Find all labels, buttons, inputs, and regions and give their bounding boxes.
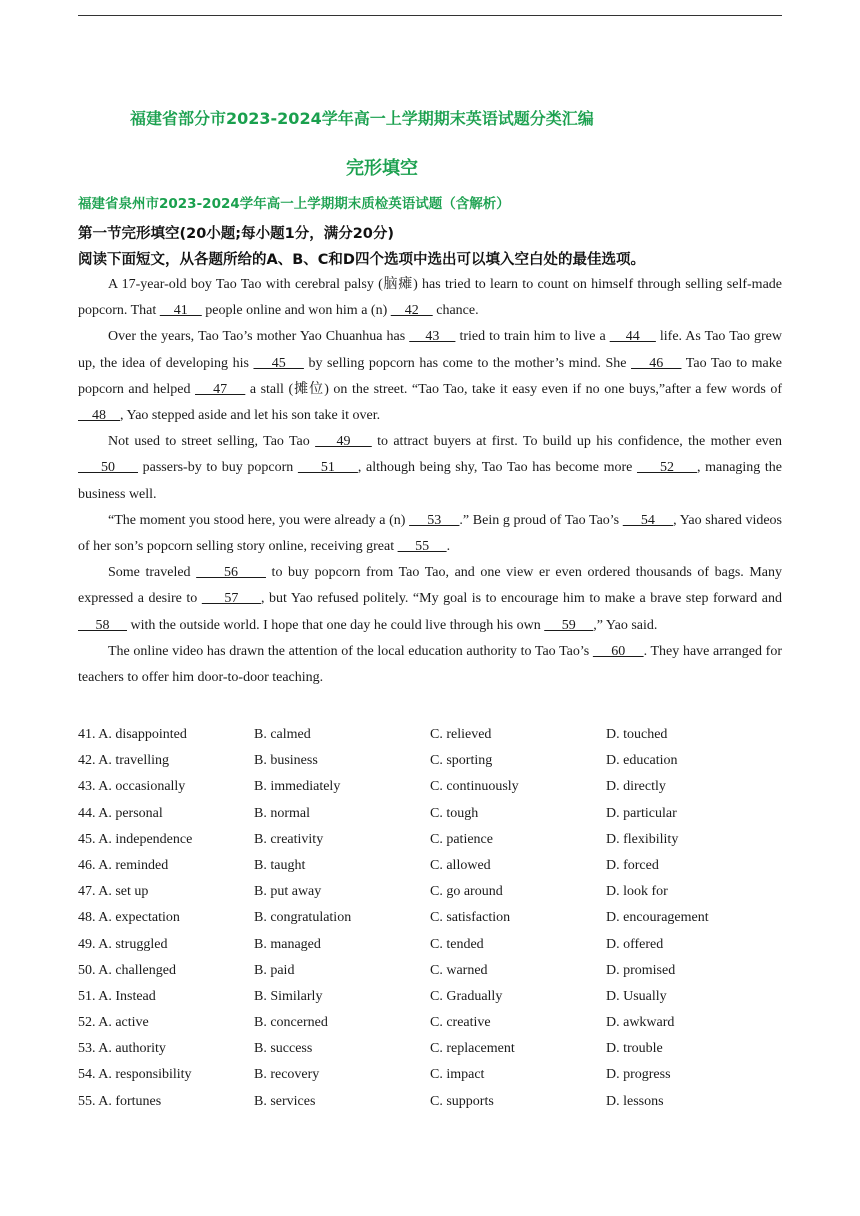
- option-choice: D. promised: [606, 962, 676, 978]
- blank-number: 48: [78, 408, 120, 424]
- option-row: [78, 801, 782, 827]
- option-choice: C. relieved: [430, 727, 492, 742]
- blank-number: 54: [622, 512, 674, 528]
- blank-number: 41: [159, 303, 202, 319]
- option-choice: D. progress: [606, 1067, 671, 1083]
- option-choice: 50. A. challenged: [78, 962, 176, 978]
- passage-text: . They have arranged for teachers to offer him door-to-door teaching.: [78, 643, 783, 686]
- option-choice: B. paid: [254, 962, 295, 978]
- option-choice: 42. A. travelling: [78, 753, 169, 769]
- option-row: [78, 984, 782, 1010]
- option-choice: D. encouragement: [606, 910, 709, 926]
- blank-number: 58: [78, 617, 127, 633]
- option-choice: 55. A. fortunes: [78, 1093, 162, 1109]
- passage-text: people online and won him a (n): [201, 303, 391, 319]
- option-choice: B. taught: [254, 857, 306, 873]
- option-choice: C. tough: [430, 805, 479, 821]
- option-choice: C. supports: [430, 1093, 494, 1109]
- blank-number: 57: [201, 591, 261, 607]
- source-line: 福建省泉州市2023-2024学年高一上学期期末质检英语试题（含解析）: [78, 196, 510, 212]
- blank-number: 51: [297, 460, 358, 476]
- option-row: [78, 932, 782, 958]
- option-row: [78, 905, 782, 931]
- blank-number: 44: [609, 329, 656, 345]
- passage-text: Not used to street selling, Tao Tao: [108, 434, 316, 450]
- passage-paragraph: [78, 639, 782, 691]
- blank-number: 47: [195, 381, 246, 397]
- option-choice: B. business: [254, 753, 318, 769]
- section-heading: 第一节完形填空(20小题;每小题1分，满分20分): [78, 226, 394, 242]
- option-choice: 49. A. struggled: [78, 936, 168, 952]
- passage-text: , managing the business well.: [78, 460, 783, 502]
- option-choice: 47. A. set up: [78, 884, 149, 900]
- blank-number: 49: [315, 434, 372, 450]
- option-choice: B. managed: [254, 936, 321, 952]
- option-choice: D. lessons: [606, 1093, 664, 1109]
- passage-text: ,” Yao said.: [593, 617, 658, 633]
- blank-number: 42: [390, 303, 433, 319]
- option-choice: C. satisfaction: [430, 910, 511, 926]
- option-choice: C. go around: [430, 884, 503, 900]
- option-choice: 43. A. occasionally: [78, 779, 186, 795]
- option-choice: C. replacement: [430, 1041, 515, 1057]
- blank-number: 50: [78, 460, 139, 476]
- option-row: [78, 722, 782, 748]
- passage-text: Some traveled: [108, 565, 197, 581]
- option-choice: 41. A. disappointed: [78, 727, 187, 742]
- passage-text: to attract buyers at first. To build up his confidence, the mother even: [371, 434, 782, 450]
- passage-text: , Yao stepped aside and let his son take it over.: [120, 408, 381, 424]
- option-row: [78, 827, 782, 853]
- passage-text: “The moment you stood here, you were already a (n): [108, 512, 410, 528]
- passage-text: Over the years, Tao Tao’s mother Yao Chuanhua has: [108, 329, 410, 345]
- option-row: [78, 1010, 782, 1036]
- blank-number: 60: [592, 643, 644, 659]
- passage-text: life. As Tao Tao grew up, the idea of developing his: [78, 329, 782, 371]
- blank-number: 59: [544, 617, 594, 633]
- option-row: [78, 958, 782, 984]
- option-choice: B. Similarly: [254, 988, 323, 1004]
- option-choice: D. trouble: [606, 1041, 663, 1057]
- option-row: [78, 879, 782, 905]
- option-choice: 45. A. independence: [78, 831, 193, 847]
- answer-options: [78, 722, 782, 1115]
- option-choice: D. education: [606, 753, 678, 769]
- passage-paragraph: [78, 508, 782, 560]
- option-choice: D. awkward: [606, 1015, 675, 1031]
- option-row: [78, 853, 782, 879]
- passage-paragraph: [78, 560, 782, 639]
- passage-text: tried to train him to live a: [455, 329, 610, 345]
- passage-text: , although being shy, Tao Tao has become more: [357, 460, 637, 476]
- document-title: 福建省部分市2023-2024学年高一上学期期末英语试题分类汇编: [130, 109, 594, 128]
- passage-text: .” Bein g proud of Tao Tao’s: [459, 512, 623, 528]
- option-choice: 46. A. reminded: [78, 857, 169, 873]
- option-choice: 54. A. responsibility: [78, 1067, 192, 1083]
- passage-text: Tao Tao to make popcorn and helped: [78, 355, 782, 397]
- option-choice: C. Gradually: [430, 988, 503, 1004]
- blank-number: 55: [397, 539, 447, 555]
- passage-text: to buy popcorn from Tao Tao, and one view er even ordered thousands of bags. Many expressed a desire to: [78, 565, 783, 607]
- option-choice: D. offered: [606, 936, 664, 952]
- passage-text: , Yao shared videos of her son’s popcorn selling story online, receiving great: [78, 512, 783, 555]
- option-choice: D. directly: [606, 779, 666, 795]
- option-choice: C. patience: [430, 831, 493, 847]
- option-choice: B. success: [254, 1041, 313, 1057]
- option-row: [78, 1062, 782, 1088]
- option-choice: C. allowed: [430, 857, 491, 873]
- option-choice: C. impact: [430, 1067, 485, 1083]
- option-choice: 44. A. personal: [78, 805, 163, 821]
- passage-text: , but Yao refused politely. “My goal is to encourage him to make a brave step forward and: [260, 591, 783, 607]
- option-choice: B. concerned: [254, 1015, 328, 1031]
- document-subtitle: 完形填空: [346, 158, 418, 179]
- blank-number: 53: [409, 512, 460, 528]
- option-choice: B. recovery: [254, 1067, 320, 1083]
- section-instruction: 阅读下面短文，从各题所给的A、B、C和D四个选项中选出可以填入空白处的最佳选项。: [78, 252, 645, 268]
- option-row: [78, 1089, 782, 1115]
- option-choice: D. look for: [606, 884, 668, 900]
- option-row: [78, 1036, 782, 1062]
- option-row: [78, 748, 782, 774]
- option-choice: 52. A. active: [78, 1015, 149, 1031]
- passage-text: The online video has drawn the attention of the local education authority to Tao Tao’s: [108, 643, 593, 659]
- passage-text: with the outside world. I hope that one day he could live through his own: [127, 617, 545, 633]
- option-choice: 51. A. Instead: [78, 988, 156, 1004]
- option-choice: D. particular: [606, 805, 677, 821]
- passage-text: A 17-year-old boy Tao Tao with cerebral palsy (脑瘫) has tried to learn to count on himself through selling self-made popcorn. That: [78, 277, 782, 319]
- option-choice: C. sporting: [430, 753, 493, 769]
- cloze-passage: [78, 272, 782, 691]
- option-choice: C. creative: [430, 1015, 491, 1031]
- blank-number: 52: [636, 460, 697, 476]
- option-choice: B. congratulation: [254, 910, 352, 926]
- option-choice: C. tended: [430, 936, 484, 952]
- option-choice: B. services: [254, 1093, 316, 1109]
- option-choice: C. continuously: [430, 779, 519, 795]
- option-choice: D. touched: [606, 727, 668, 742]
- passage-paragraph: [78, 429, 782, 508]
- passage-text: by selling popcorn has come to the mother’s mind. She: [303, 355, 632, 371]
- option-row: [78, 774, 782, 800]
- passage-paragraph: [78, 272, 782, 324]
- passage-text: passers-by to buy popcorn: [138, 460, 298, 476]
- blank-number: 43: [409, 329, 456, 345]
- option-choice: B. calmed: [254, 727, 311, 742]
- blank-number: 56: [196, 565, 266, 581]
- option-choice: B. put away: [254, 884, 322, 900]
- option-choice: D. flexibility: [606, 831, 679, 847]
- option-choice: D. Usually: [606, 988, 667, 1004]
- blank-number: 46: [631, 355, 682, 371]
- option-choice: C. warned: [430, 962, 488, 978]
- passage-text: a stall (摊位) on the street. “Tao Tao, take it easy even if no one buys,”after a few words of: [245, 381, 782, 397]
- option-choice: B. immediately: [254, 779, 341, 795]
- blank-number: 45: [253, 355, 304, 371]
- option-choice: D. forced: [606, 857, 659, 873]
- header-rule: [78, 15, 782, 16]
- passage-text: .: [446, 539, 451, 555]
- option-choice: 48. A. expectation: [78, 910, 180, 926]
- passage-text: chance.: [432, 303, 479, 319]
- passage-paragraph: [78, 324, 782, 429]
- option-choice: 53. A. authority: [78, 1041, 166, 1057]
- option-choice: B. normal: [254, 805, 310, 821]
- option-choice: B. creativity: [254, 831, 324, 847]
